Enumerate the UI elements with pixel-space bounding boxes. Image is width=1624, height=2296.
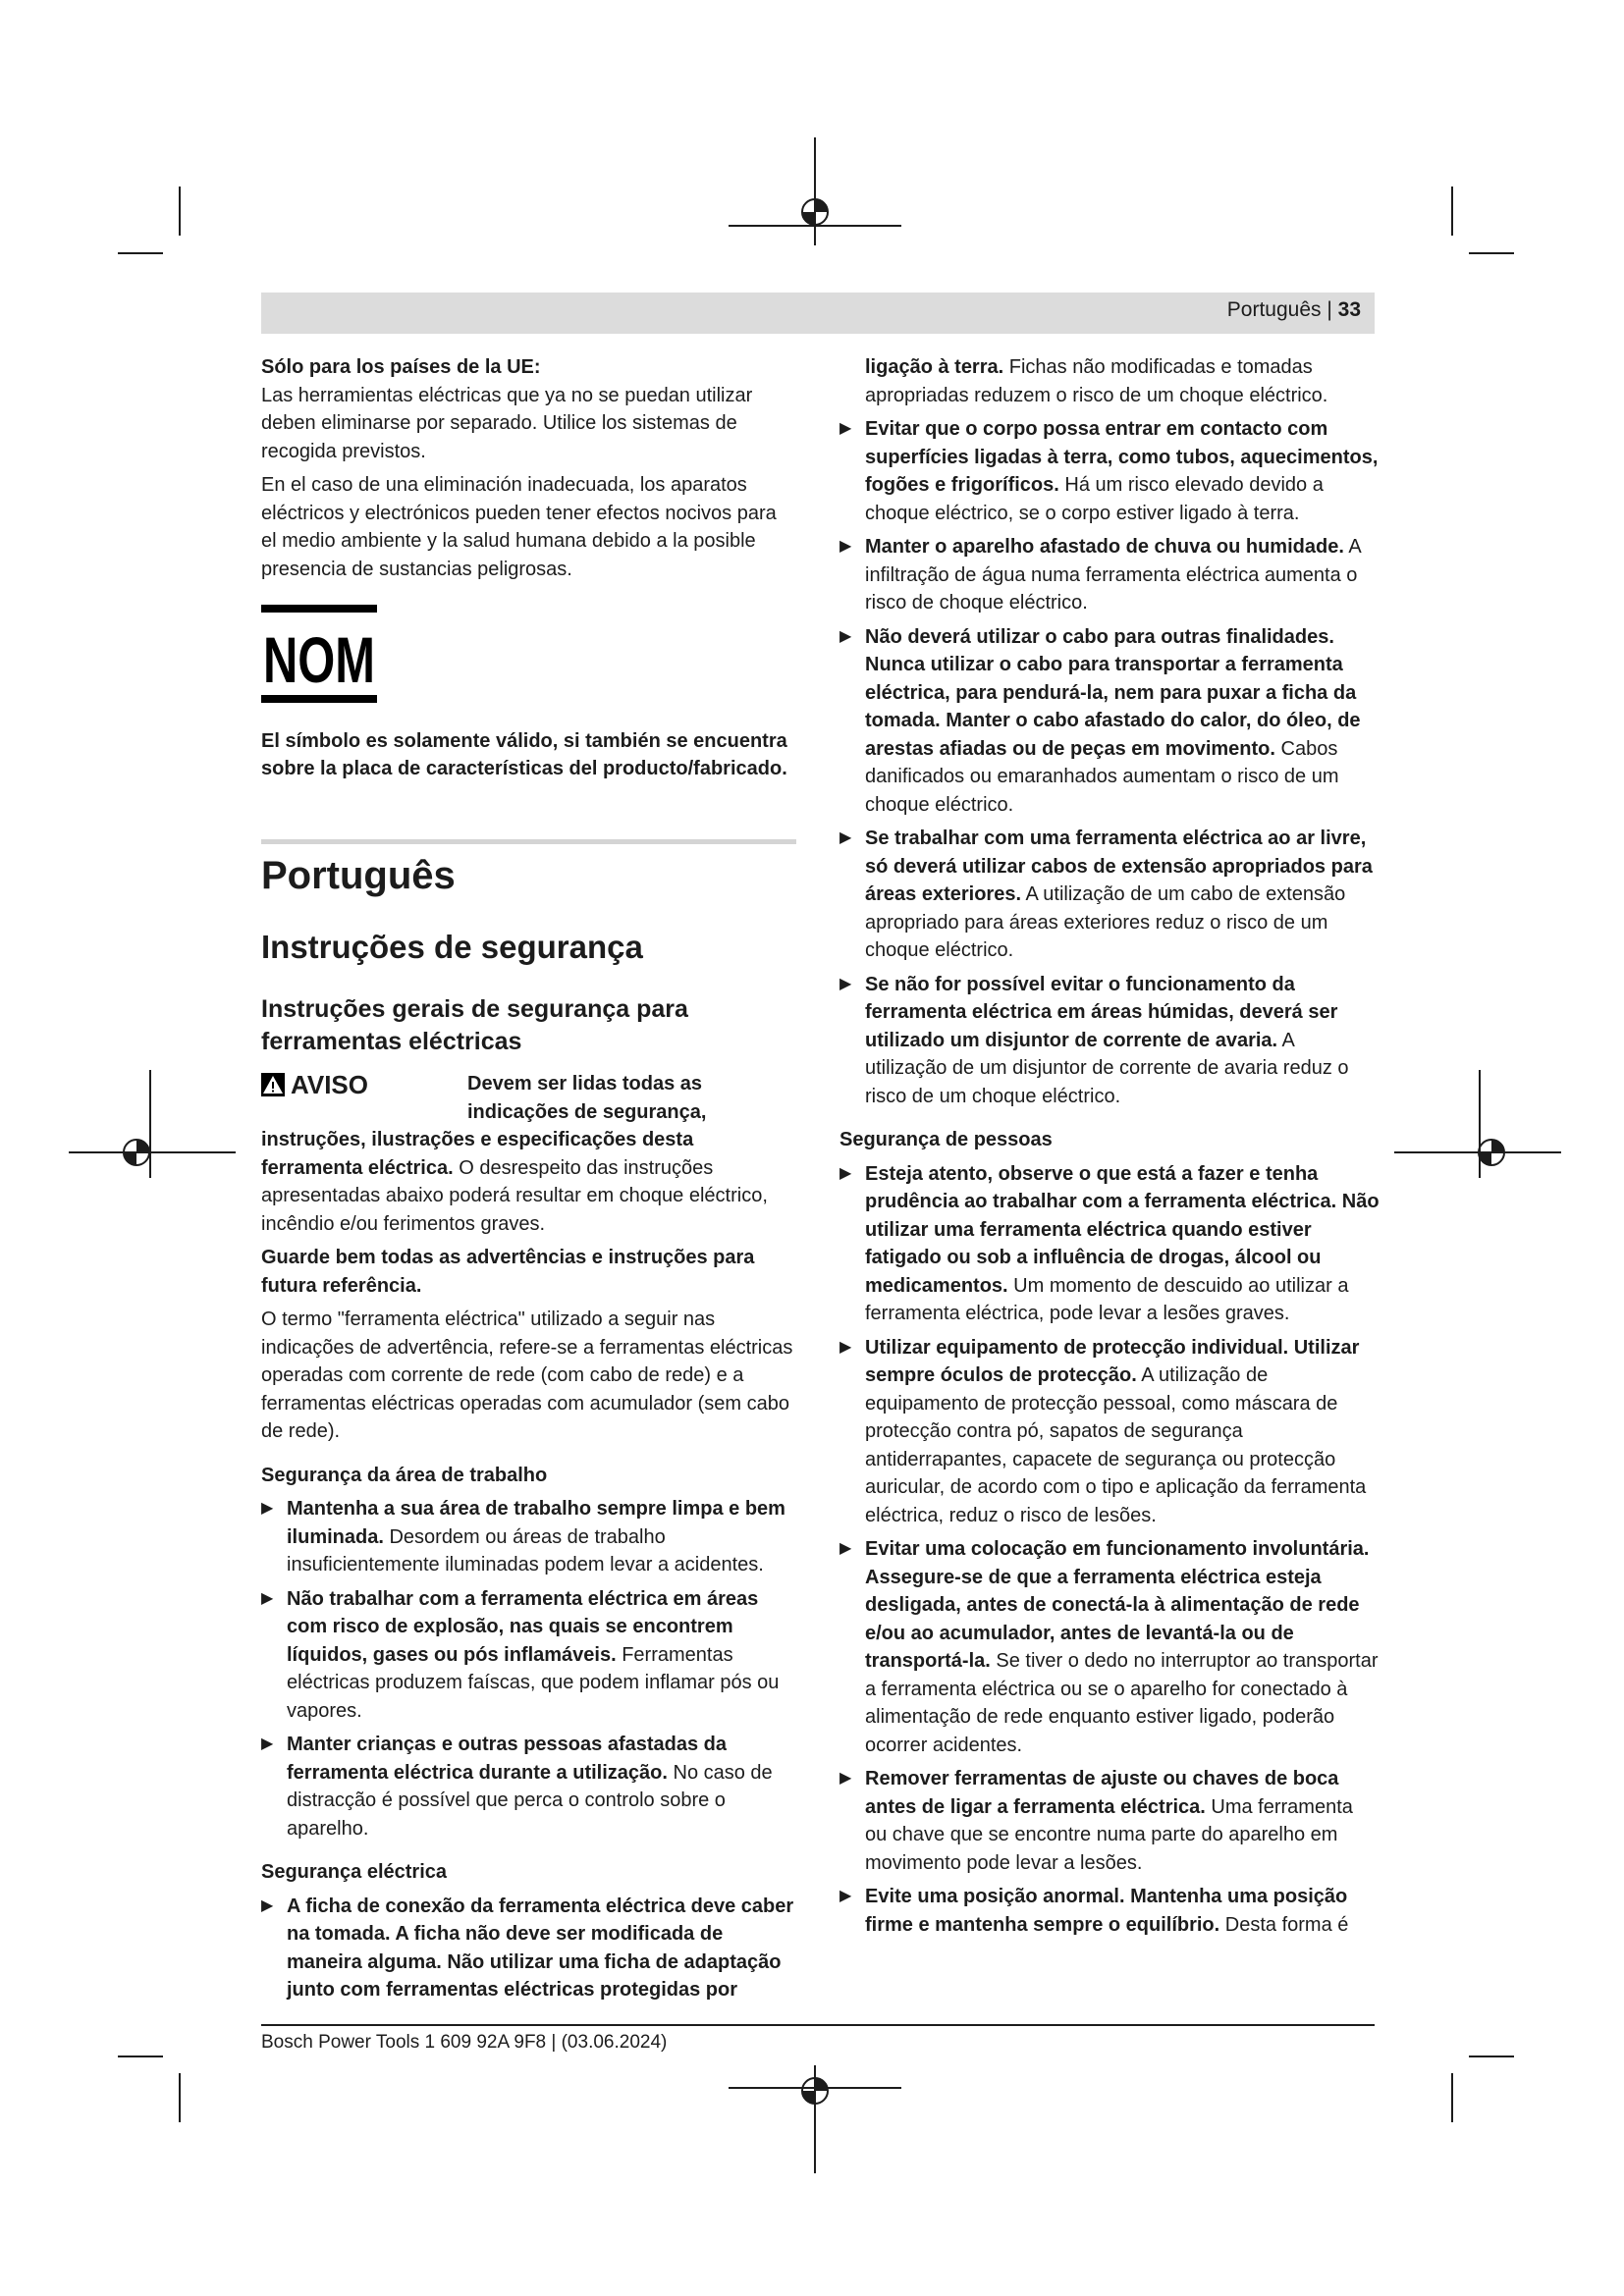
header-text: Português | 33	[1226, 298, 1361, 321]
crop-mark	[1451, 187, 1453, 236]
item-bold: Não trabalhar com a ferramenta eléctrica em áreas com risco de explosão, nas quais se encontrem líquidos, gases ou pós inflamáveis.	[287, 1587, 759, 1666]
crop-mark	[118, 252, 163, 254]
warning-normal: O desrespeito das instruções apresentadas abaixo poderá resultar em choque eléctrico, incêndio e/ou ferimentos graves.	[261, 1156, 768, 1235]
bullet-arrow-icon: ▶	[839, 538, 852, 555]
list-item	[261, 1585, 796, 1726]
list-item	[839, 825, 1380, 965]
footer-rule	[261, 2024, 1375, 2026]
item-text: Se tiver o dedo no interruptor ao transportar a ferramenta eléctrica ou se o aparelho for conectado à alimentação de rede enquanto estiver ligado, poderão ocorrer acidentes.	[865, 1650, 1379, 1756]
registration-mark-icon	[1473, 1134, 1510, 1171]
list-item	[839, 533, 1380, 617]
item-bold: Não deverá utilizar o cabo para outras finalidades. Nunca utilizar o cabo para transportar a ferramenta eléctrica, para pendurá-la, nem para puxar a ficha da tomada. Manter o cabo afastado do calor, do óleo, de arestas afiadas ou de peças em movimento.	[865, 625, 1361, 760]
list-item	[261, 1731, 796, 1842]
list-item	[839, 1765, 1380, 1877]
item-bold: Evitar que o corpo possa entrar em contacto com superfícies ligadas à terra, como tubos, aquecimentos, fogões e frigoríficos.	[865, 418, 1379, 496]
eu-paragraph-1: Las herramientas eléctricas que ya no se puedan utilizar deben eliminarse por separado. Utilice los sistemas de recogida previstos.	[261, 384, 753, 462]
item-bold: Manter o aparelho afastado de chuva ou humidade.	[865, 536, 1344, 558]
bullet-arrow-icon: ▶	[839, 1888, 852, 1904]
bullet-arrow-icon: ▶	[261, 1735, 274, 1752]
bullet-arrow-icon: ▶	[839, 829, 852, 846]
list-item	[839, 1883, 1380, 1939]
term-note: O termo "ferramenta eléctrica" utilizado a seguir nas indicações de advertência, refere-se a ferramentas eléctricas operadas com corrente de rede (com cabo de rede) e a ferramentas eléctricas operadas com acumulador (sem cabo de rede).	[261, 1308, 793, 1442]
header-language: Português	[1226, 298, 1322, 321]
warning-text-1: Devem ser lidas todas as indicações de segurança,	[467, 1073, 707, 1123]
bullet-arrow-icon: ▶	[839, 1338, 852, 1356]
general-safety-heading: Instruções gerais de segurança para ferramentas eléctricas	[261, 995, 688, 1055]
eu-title: Sólo para los países de la UE:	[261, 356, 541, 378]
keep-note: Guarde bem todas as advertências e instruções para futura referência.	[261, 1247, 755, 1297]
crop-mark	[179, 187, 181, 236]
bullet-arrow-icon: ▶	[839, 420, 852, 437]
item-text: Uma ferramenta ou chave que se encontre numa parte do aparelho em movimento pode levar a lesões.	[865, 1795, 1353, 1874]
item-text: A utilização de um cabo de extensão apropriado para áreas exteriores reduz o risco de um choque eléctrico.	[865, 883, 1346, 961]
item-bold: A ficha de conexão da ferramenta eléctrica deve caber na tomada. A ficha não deve ser modificada de maneira alguma. Não utilizar uma ficha de adaptação junto com ferramentas eléctricas protegidas por	[287, 1895, 794, 2001]
bullet-arrow-icon: ▶	[261, 1500, 274, 1517]
right-column	[839, 353, 1380, 1945]
crop-mark	[1451, 2073, 1453, 2122]
bullet-arrow-icon: ▶	[839, 975, 852, 992]
bullet-arrow-icon: ▶	[839, 1770, 852, 1787]
section-divider	[261, 839, 796, 844]
item-text: Cabos danificados ou emaranhados aumentam o risco de um choque eléctrico.	[865, 737, 1339, 816]
item-bold: Remover ferramentas de ajuste ou chaves de boca antes de ligar a ferramenta eléctrica.	[865, 1768, 1339, 1818]
bullet-arrow-icon: ▶	[261, 1896, 274, 1914]
bullet-arrow-icon: ▶	[261, 1589, 274, 1607]
nom-logo-text: NOM	[263, 623, 375, 696]
list-item	[261, 1893, 796, 2004]
crop-mark	[179, 2073, 181, 2122]
item-text: No caso de distracção é possível que perca o controlo sobre o aparelho.	[287, 1761, 773, 1840]
crop-mark	[118, 2056, 163, 2057]
continued-item	[839, 353, 1380, 409]
list-item	[839, 1334, 1380, 1530]
safety-heading: Instruções de segurança	[261, 929, 643, 965]
nom-logo-icon	[261, 605, 377, 703]
item-bold: Utilizar equipamento de protecção individual. Utilizar sempre óculos de protecção.	[865, 1336, 1360, 1386]
item-bold: Evite uma posição anormal. Mantenha uma posição firme e mantenha sempre o equilíbrio.	[865, 1886, 1348, 1936]
registration-mark-icon	[796, 2072, 834, 2109]
item-text: Ferramentas eléctricas produzem faíscas, que podem inflamar pós ou vapores.	[287, 1643, 780, 1722]
people-safety-title: Segurança de pessoas	[839, 1129, 1053, 1150]
item-text: Desta forma é	[1219, 1913, 1349, 1936]
page-header	[261, 293, 1375, 334]
people-list	[839, 1160, 1380, 1940]
warning-triangle-icon	[261, 1073, 285, 1096]
item-text: A utilização de equipamento de protecção pessoal, como máscara de protecção contra pó, sapatos de segurança antiderrapantes, capacete de segurança ou protecção auricular, de acordo com o tipo e aplicação da ferramenta eléctrica, reduz o risco de lesões.	[865, 1364, 1367, 1526]
warning-block	[261, 1070, 796, 1126]
work-area-title: Segurança da área de trabalho	[261, 1464, 548, 1486]
electric-safety-title: Segurança eléctrica	[261, 1861, 447, 1883]
item-bold: ligação à terra.	[865, 356, 1004, 378]
item-text: Há um risco elevado devido a choque eléctrico, se o corpo estiver ligado à terra.	[865, 474, 1324, 524]
item-text: Um momento de descuido ao utilizar a ferramenta eléctrica, pode levar a lesões graves.	[865, 1274, 1349, 1324]
item-bold: Esteja atento, observe o que está a fazer e tenha prudência ao trabalhar com a ferramenta eléctrica. Não utilizar uma ferramenta eléctrica quando estiver fatigado ou sob a influência de drogas, álcool ou medicamentos.	[865, 1162, 1380, 1297]
item-text: Desordem ou áreas de trabalho insuficientemente iluminadas podem levar a acidentes.	[287, 1525, 764, 1575]
bullet-arrow-icon: ▶	[839, 627, 852, 645]
crop-mark	[1469, 2056, 1514, 2057]
list-item	[839, 971, 1380, 1111]
item-bold: Manter crianças e outras pessoas afastadas da ferramenta eléctrica durante a utilização.	[287, 1734, 727, 1784]
warning-bold: instruções, ilustrações e especificações desta ferramenta eléctrica.	[261, 1129, 694, 1179]
item-bold: Se trabalhar com uma ferramenta eléctrica ao ar livre, só deverá utilizar cabos de extensão apropriados para áreas exteriores.	[865, 828, 1373, 905]
bullet-arrow-icon: ▶	[839, 1164, 852, 1182]
left-column	[261, 353, 796, 789]
nom-note: El símbolo es solamente válido, si también se encuentra sobre la placa de características del producto/fabricado.	[261, 729, 787, 779]
eu-paragraph-2: En el caso de una eliminación inadecuada, los aparatos eléctricos y electrónicos pueden tener efectos nocivos para el medio ambiente y la salud humana debido a la posible presencia de sustancias peligrosas.	[261, 474, 777, 580]
left-column-lower	[261, 852, 796, 2010]
list-item	[839, 1535, 1380, 1759]
warning-badge	[261, 1070, 467, 1126]
item-text: A utilização de um disjuntor de corrente de avaria reduz o risco de um choque eléctrico.	[865, 1029, 1349, 1107]
registration-mark-icon	[796, 193, 834, 231]
item-bold: Mantenha a sua área de trabalho sempre limpa e bem iluminada.	[287, 1498, 785, 1548]
work-area-list	[261, 1495, 796, 1842]
list-item	[261, 1495, 796, 1579]
footer-text: Bosch Power Tools 1 609 92A 9F8 | (03.06.2024)	[261, 2032, 668, 2053]
bullet-arrow-icon: ▶	[839, 1540, 852, 1557]
list-item	[839, 623, 1380, 820]
item-bold: Se não for possível evitar o funcionamento da ferramenta eléctrica em áreas húmidas, deverá ser utilizado um disjuntor de corrente de avaria.	[865, 973, 1338, 1051]
registration-mark-icon	[118, 1134, 155, 1171]
crop-mark	[1469, 252, 1514, 254]
list-item	[839, 1160, 1380, 1328]
item-text: Fichas não modificadas e tomadas apropriadas reduzem o risco de um choque eléctrico.	[865, 356, 1328, 406]
page-number: 33	[1337, 298, 1361, 321]
warning-label: AVISO	[291, 1070, 368, 1099]
item-bold: Evitar uma colocação em funcionamento involuntária. Assegure-se de que a ferramenta eléctrica esteja desligada, antes de conectá-la à alimentação de rede e/ou ao acumulador, antes de levantá-la ou de transportá-la.	[865, 1538, 1370, 1672]
warning-text-2	[261, 1126, 796, 1238]
electric-list	[839, 415, 1380, 1110]
item-text: A infiltração de água numa ferramenta eléctrica aumenta o risco de choque eléctrico.	[865, 536, 1361, 614]
list-item	[839, 415, 1380, 527]
section-title: Português	[261, 854, 456, 897]
